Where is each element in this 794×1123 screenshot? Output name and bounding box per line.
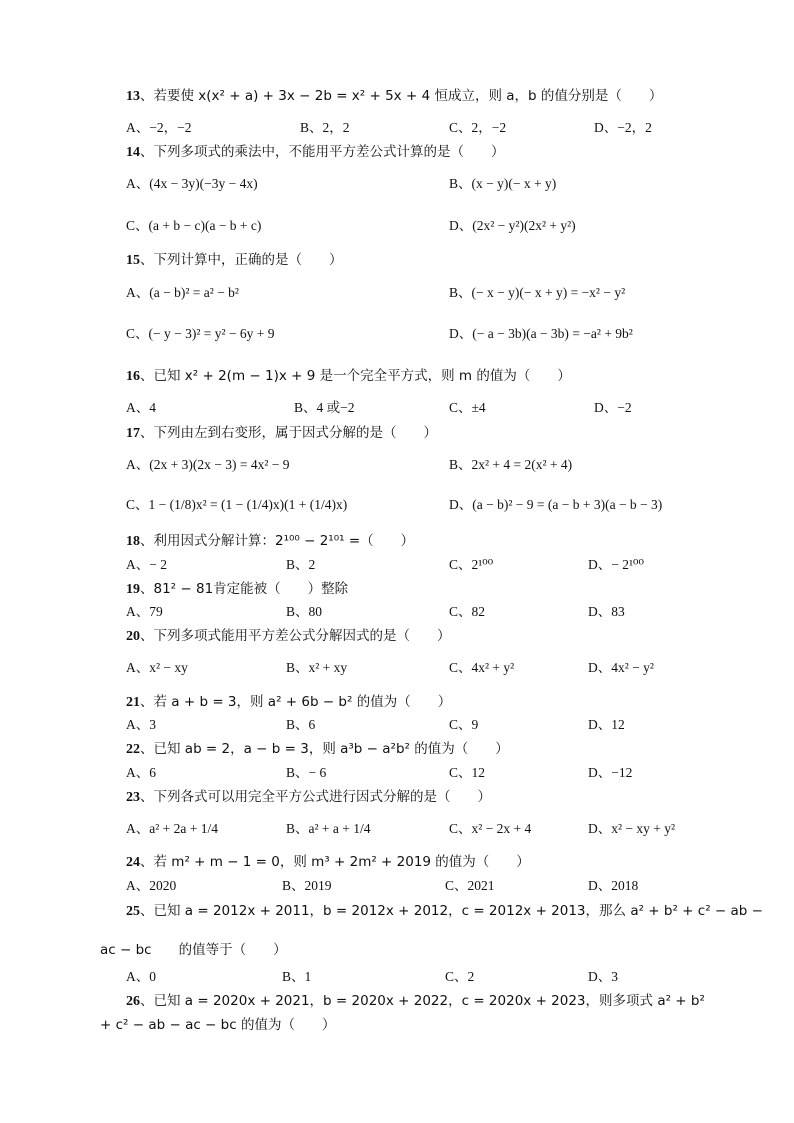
- option-c: C、82: [449, 604, 486, 619]
- question-stem: 、81² − 81肯定能被（ ）整除: [140, 581, 349, 597]
- question-16: [126, 366, 571, 387]
- option-b: B、1: [282, 969, 312, 984]
- question-number: 23: [126, 790, 140, 805]
- option-b: B、(− x − y)(− x + y) = −x² − y²: [449, 285, 626, 300]
- option-d: D、− 2¹⁰⁰: [588, 557, 644, 572]
- question-number: 20: [126, 629, 140, 644]
- option-c: C、(a + b − c)(a − b + c): [126, 218, 262, 233]
- option-d: D、(2x² − y²)(2x² + y²): [449, 218, 576, 233]
- question-number: 15: [126, 253, 140, 268]
- question-stem: 、已知 a = 2012x + 2011，b = 2012x + 2012，c = 2012x + 2013，那么 a² + b² + c² − ab −: [140, 903, 763, 919]
- option-c: C、2¹⁰⁰: [449, 557, 494, 572]
- option-a: A、0: [126, 969, 156, 984]
- question-stem: 、下列各式可以用完全平方公式进行因式分解的是（ ）: [140, 789, 491, 805]
- option-c: C、±4: [449, 400, 486, 415]
- question-number: 26: [126, 994, 140, 1009]
- question-stem: 、若 m² + m − 1 = 0，则 m³ + 2m² + 2019 的值为（ ）: [140, 854, 530, 870]
- question-number: 25: [126, 904, 140, 919]
- option-a: A、− 2: [126, 557, 167, 572]
- question-17: [126, 423, 437, 444]
- question-26: [126, 991, 705, 1012]
- option-a: A、(2x + 3)(2x − 3) = 4x² − 9: [126, 457, 290, 472]
- question-19: [126, 579, 348, 600]
- option-b: B、6: [286, 717, 316, 732]
- question-stem: 、利用因式分解计算：2¹⁰⁰ − 2¹⁰¹ =（ ）: [140, 533, 415, 549]
- question-stem: 、若要使 x(x² + a) + 3x − 2b = x² + 5x + 4 恒成立，则 a，b 的值分别是（ ）: [140, 88, 663, 104]
- question-25: [126, 901, 763, 922]
- question-24: [126, 852, 530, 873]
- option-b: B、2，2: [300, 120, 350, 135]
- option-a: A、−2，−2: [126, 120, 192, 135]
- question-18: [126, 531, 414, 552]
- question-number: 19: [126, 582, 140, 597]
- question-number: 18: [126, 534, 140, 549]
- option-a: A、(a − b)² = a² − b²: [126, 285, 239, 300]
- option-c: C、9: [449, 717, 479, 732]
- question-number: 24: [126, 855, 140, 870]
- option-d: D、3: [588, 969, 618, 984]
- question-13: [126, 86, 662, 107]
- option-d: D、−12: [588, 765, 633, 780]
- option-c: C、2021: [445, 878, 495, 893]
- option-a: A、a² + 2a + 1/4: [126, 821, 219, 836]
- option-b: B、(x − y)(− x + y): [449, 176, 557, 191]
- option-a: A、x² − xy: [126, 660, 188, 675]
- option-b: B、2: [286, 557, 316, 572]
- option-c: C、x² − 2x + 4: [449, 821, 532, 836]
- question-23: [126, 787, 491, 808]
- question-22: [126, 739, 509, 760]
- question-stem: 、已知 x² + 2(m − 1)x + 9 是一个完全平方式，则 m 的值为（ ）: [140, 368, 571, 384]
- question-14: [126, 142, 505, 163]
- option-a: A、2020: [126, 878, 177, 893]
- question-stem: 、已知 a = 2020x + 2021，b = 2020x + 2022，c = 2020x + 2023，则多项式 a² + b²: [140, 993, 705, 1009]
- question-number: 21: [126, 695, 140, 710]
- question-number: 16: [126, 369, 140, 384]
- question-number: 17: [126, 426, 140, 441]
- option-d: D、83: [588, 604, 625, 619]
- question-stem: 、下列由左到右变形，属于因式分解的是（ ）: [140, 425, 437, 441]
- question-number: 14: [126, 145, 140, 160]
- option-c: C、(− y − 3)² = y² − 6y + 9: [126, 326, 275, 341]
- question-stem: 、下列计算中，正确的是（ ）: [140, 252, 343, 268]
- option-a: A、(4x − 3y)(−3y − 4x): [126, 176, 258, 191]
- question-15: [126, 250, 343, 271]
- option-b: B、80: [286, 604, 323, 619]
- option-b: B、− 6: [286, 765, 327, 780]
- option-c: C、4x² + y²: [449, 660, 515, 675]
- option-c: C、1 − (1/8)x² = (1 − (1/4)x)(1 + (1/4)x): [126, 497, 348, 512]
- option-a: A、6: [126, 765, 156, 780]
- question-stem: 、下列多项式的乘法中，不能用平方差公式计算的是（ ）: [140, 144, 505, 160]
- option-d: D、−2，2: [594, 120, 652, 135]
- option-b: B、a² + a + 1/4: [286, 821, 371, 836]
- option-b: B、2x² + 4 = 2(x² + 4): [449, 457, 573, 472]
- option-c: C、12: [449, 765, 486, 780]
- question-stem: 、若 a + b = 3，则 a² + 6b − b² 的值为（ ）: [140, 694, 452, 710]
- question-stem: 、已知 ab = 2，a − b = 3，则 a³b − a²b² 的值为（ ）: [140, 741, 509, 757]
- option-d: D、(a − b)² − 9 = (a − b + 3)(a − b − 3): [449, 497, 663, 512]
- option-d: D、x² − xy + y²: [588, 821, 676, 836]
- question-20: [126, 626, 451, 647]
- option-b: B、x² + xy: [286, 660, 348, 675]
- question-stem: 、下列多项式能用平方差公式分解因式的是（ ）: [140, 628, 451, 644]
- option-a: A、79: [126, 604, 163, 619]
- option-d: D、12: [588, 717, 625, 732]
- question-21: [126, 692, 451, 713]
- option-d: D、−2: [594, 400, 632, 415]
- option-c: C、2，−2: [449, 120, 507, 135]
- option-d: D、4x² − y²: [588, 660, 654, 675]
- question-continuation: + c² − ab − ac − bc 的值为（ ）: [100, 1017, 336, 1033]
- option-a: A、3: [126, 717, 156, 732]
- option-d: D、2018: [588, 878, 639, 893]
- question-number: 13: [126, 89, 140, 104]
- question-continuation: ac − bc 的值等于（ ）: [100, 942, 287, 958]
- option-c: C、2: [445, 969, 475, 984]
- option-b: B、4 或−2: [294, 400, 355, 415]
- option-d: D、(− a − 3b)(a − 3b) = −a² + 9b²: [449, 326, 633, 341]
- option-a: A、4: [126, 400, 156, 415]
- question-number: 22: [126, 742, 140, 757]
- option-b: B、2019: [282, 878, 332, 893]
